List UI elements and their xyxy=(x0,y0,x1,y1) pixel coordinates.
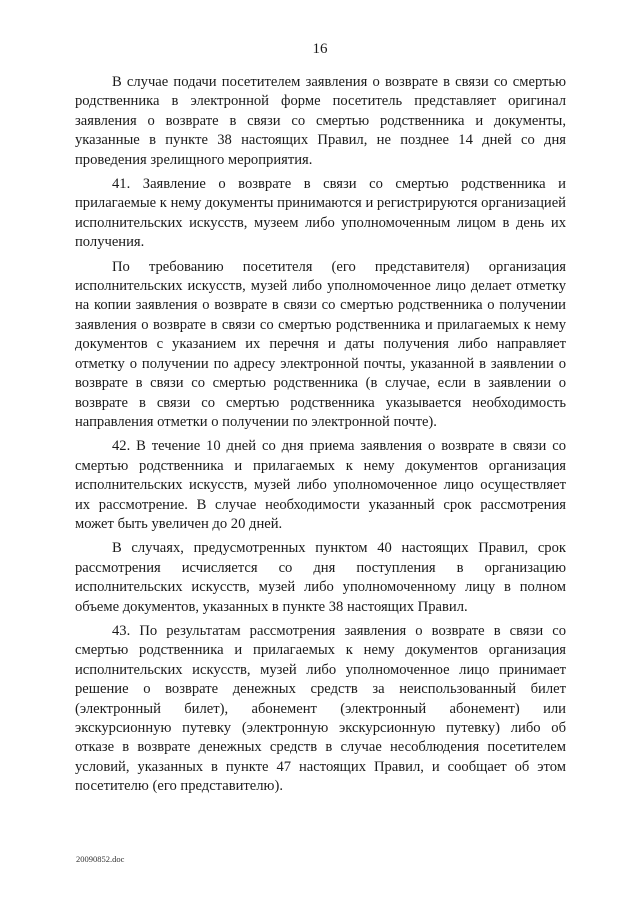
paragraph-review-period: В случаях, предусмотренных пунктом 40 настоящих Правил, срок рассмотрения исчисляется со дня поступления в организацию исполнительских искусств, музей либо уполномоченному лицу в полном объеме документов, указанных в пункте 38 настоящих Правил. xyxy=(75,540,566,615)
paragraph-electronic-submission: В случае подачи посетителем заявления о возврате в связи со смертью родственника в электронной форме посетитель представляет оригинал заявления о возврате в связи со смертью родственника и документы, указанные в пункте 38 настоящих Правил, не позднее 14 дней со дня проведения зрелищного мероприятия. xyxy=(75,74,566,168)
document-body xyxy=(75,73,566,802)
page-number: 16 xyxy=(312,41,328,57)
footer-filename: 20090852.doc xyxy=(76,854,125,864)
paragraph-41: 41. Заявление о возврате в связи со смертью родственника и прилагаемые к нему документы принимаются и регистрируются организацией исполнительских искусств, музеем либо уполномоченным лицом в день их получения. xyxy=(75,176,566,251)
paragraph-42: 42. В течение 10 дней со дня приема заявления о возврате в связи со смертью родственника и прилагаемых к нему документов организация исполнительских искусств, музей либо уполномоченное лицо осуществляет их рассмотрение. В случае необходимости указанный срок рассмотрения может быть увеличен до 20 дней. xyxy=(75,438,566,532)
paragraph-43: 43. По результатам рассмотрения заявления о возврате в связи со смертью родственника и прилагаемых к нему документов организация исполнительских искусств, музей либо уполномоченное лицо принимает решение о возврате денежных средств за неиспользованный билет (электронный билет), абонемент (электронный абонемент) или экскурсионную путевку (электронную экскурсионную путевку) либо об отказе в возврате денежных средств в случае несоблюдения посетителем условий, указанных в пункте 47 настоящих Правил, и сообщает об этом посетителю (его представителю). xyxy=(75,622,566,795)
paragraph-receipt-mark: По требованию посетителя (его представителя) организация исполнительских искусств, музей либо уполномоченное лицо делает отметку на копии заявления о возврате в связи со смертью родственника о получении заявления о возврате в связи со смертью родственника и прилагаемых к нему документов с указанием их перечня и даты получения либо направляет отметку о получении по адресу электронной почты, указанной в заявлении о возврате в связи со смертью родственника (в случае, если в заявлении о возврате в связи со смертью родственника указывается необходимость направления отметки о получении по электронной почте). xyxy=(75,258,566,430)
